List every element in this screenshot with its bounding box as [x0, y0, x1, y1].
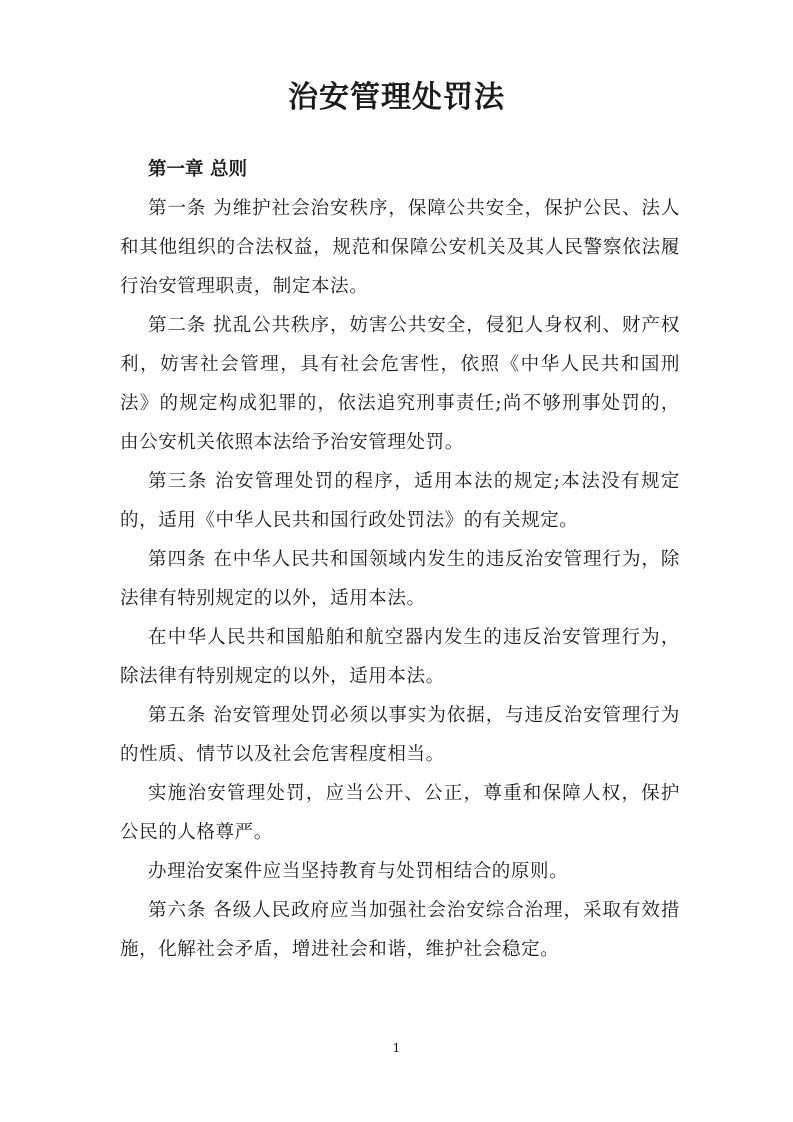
paragraph-article-5-clause-2: 实施治安管理处罚，应当公开、公正，尊重和保障人权，保护公民的人格尊严。 — [120, 783, 680, 843]
paragraph-article-2: 第二条 扰乱公共秩序，妨害公共安全，侵犯人身权利、财产权利，妨害社会管理，具有社会危害性，依照《中华人民共和国刑法》的规定构成犯罪的，依法追究刑事责任;尚不够刑事处罚的，由公安机关依照本法给予治安管理处罚。 — [120, 315, 680, 453]
chapter-heading: 第一章 总则 — [148, 159, 247, 180]
paragraph-article-4-clause-2: 在中华人民共和国船舶和航空器内发生的违反治安管理行为，除法律有特别规定的以外，适用本法。 — [120, 627, 680, 687]
document-body — [120, 150, 680, 969]
paragraph-article-4: 第四条 在中华人民共和国领域内发生的违反治安管理行为，除法律有特别规定的以外，适用本法。 — [120, 549, 680, 609]
document-title: 治安管理处罚法 — [288, 80, 505, 115]
paragraph-article-1: 第一条 为维护社会治安秩序，保障公共安全，保护公民、法人和其他组织的合法权益，规范和保障公安机关及其人民警察依法履行治安管理职责，制定本法。 — [120, 198, 680, 297]
paragraph-article-3: 第三条 治安管理处罚的程序，适用本法的规定;本法没有规定的，适用《中华人民共和国行政处罚法》的有关规定。 — [120, 471, 680, 531]
paragraph-article-5: 第五条 治安管理处罚必须以事实为依据，与违反治安管理行为的性质、情节以及社会危害程度相当。 — [120, 705, 680, 765]
page-number: 1 — [392, 1041, 401, 1055]
paragraph-article-5-clause-3: 办理治安案件应当坚持教育与处罚相结合的原则。 — [148, 861, 569, 882]
paragraph-article-6: 第六条 各级人民政府应当加强社会治安综合治理，采取有效措施，化解社会矛盾，增进社会和谐，维护社会稳定。 — [120, 900, 680, 960]
